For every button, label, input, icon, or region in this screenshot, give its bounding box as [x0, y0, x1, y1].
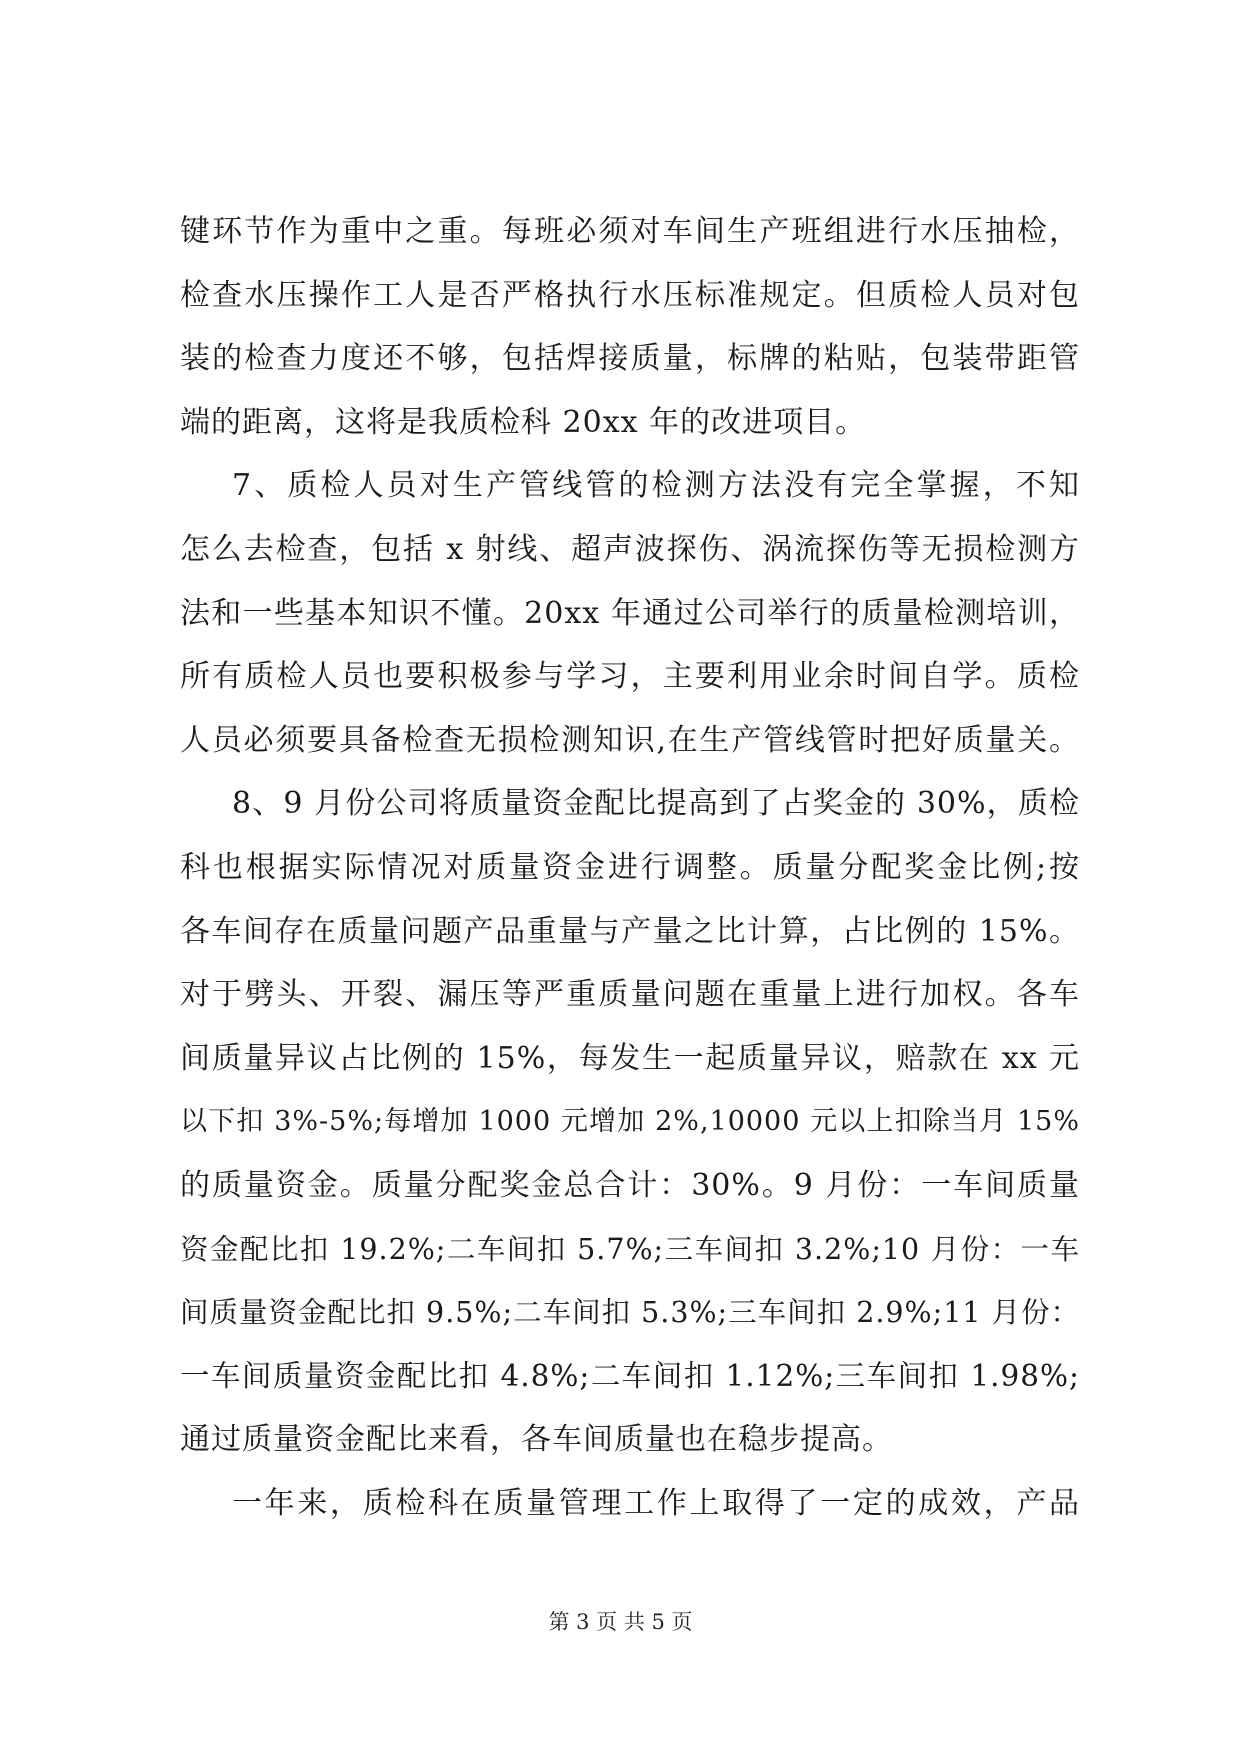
text-line: 以下扣 3%-5%;每增加 1000 元增加 2%,10000 元以上扣除当月 15%: [180, 1106, 1080, 1138]
text-line: 各车间存在质量问题产品重量与产量之比计算，占比例的 15%。: [180, 913, 1080, 949]
text-line: 通过质量资金配比来看，各车间质量也在稳步提高。: [180, 1422, 893, 1458]
text-line: 装的检查力度还不够，包括焊接质量，标牌的粘贴，包装带距管: [180, 341, 1080, 377]
text-line: 键环节作为重中之重。每班必须对车间生产班组进行水压抽检，: [180, 214, 1080, 249]
paragraph-start-8: 8、9 月份公司将质量资金配比提高到了占奖金的 30%，质检: [232, 786, 1080, 822]
text-line: 一车间质量资金配比扣 4.8%;二车间扣 1.12%;三车间扣 1.98%;: [180, 1358, 1080, 1393]
text-line: 间质量异议占比例的 15%，每发生一起质量异议，赔款在 xx 元: [180, 1040, 1080, 1076]
text-line: 间质量资金配比扣 9.5%;二车间扣 5.3%;三车间扣 2.9%;11 月份：: [180, 1296, 1081, 1330]
paragraph-start-summary: 一年来，质检科在质量管理工作上取得了一定的成效，产品: [232, 1485, 1080, 1521]
text-line: 法和一些基本知识不懂。20xx 年通过公司举行的质量检测培训，: [180, 595, 1080, 631]
body-text: [180, 200, 1080, 1535]
paragraph-start-7: 7、质检人员对生产管线管的检测方法没有完全掌握，不知: [232, 468, 1080, 504]
text-line: 人员必须要具备检查无损检测知识,在生产管线管时把好质量关。: [180, 722, 1080, 758]
text-line: 所有质检人员也要积极参与学习，主要利用业余时间自学。质检: [180, 659, 1080, 695]
text-line: 端的距离，这将是我质检科 20xx 年的改进项目。: [180, 404, 867, 440]
text-line: 资金配比扣 19.2%;二车间扣 5.7%;三车间扣 3.2%;10 月份：一车: [180, 1232, 1080, 1266]
page-number-footer: 第 3 页 共 5 页: [548, 1610, 693, 1634]
text-line: 检查水压操作工人是否严格执行水压标准规定。但质检人员对包: [180, 277, 1080, 313]
text-line: 的质量资金。质量分配奖金总合计：30%。9 月份：一车间质量: [180, 1167, 1080, 1203]
text-line: 对于劈头、开裂、漏压等严重质量问题在重量上进行加权。各车: [180, 977, 1080, 1013]
text-line: 科也根据实际情况对质量资金进行调整。质量分配奖金比例;按: [180, 849, 1080, 885]
text-line: 怎么去检查，包括 x 射线、超声波探伤、涡流探伤等无损检测方: [180, 531, 1080, 567]
